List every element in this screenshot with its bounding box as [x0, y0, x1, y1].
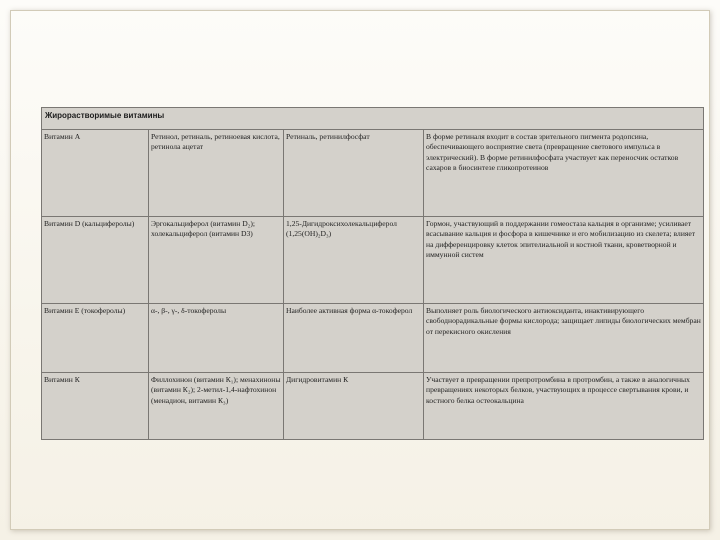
active-form-cell: 1,25-Дигидроксихолекальциферол (1,25(OH)₂D₃) [284, 217, 424, 304]
vitamins-table [41, 107, 704, 440]
table-title: Жирорастворимые витамины [42, 108, 704, 130]
function-cell: Гормон, участвующий в поддержании гомеостаза кальция в организме; усиливает всасывание кальция и фосфора в кишечнике и его мобилизацию из скелета; влияет на дифференцировку клеток эпителиальной и костной ткани, кроветворной и иммунной систем [424, 217, 704, 304]
active-form-cell: Наиболее активная форма α-токоферол [284, 304, 424, 373]
vitamin-forms-cell: α-, β-, γ-, δ-токоферолы [149, 304, 284, 373]
vitamin-name-cell: Витамин К [42, 373, 149, 440]
active-form-cell: Дигидровитамин К [284, 373, 424, 440]
vitamin-name-cell: Витамин А [42, 130, 149, 217]
table-row [42, 304, 704, 373]
vitamin-forms-cell: Ретинол, ретиналь, ретиноевая кислота, ретинола ацетат [149, 130, 284, 217]
vitamin-name-cell: Витамин Е (токоферолы) [42, 304, 149, 373]
function-cell: Участвует в превращении препротромбина в протромбин, а также в аналогичных превращениях некоторых белков, участвующих в процессе свертывания крови, и костного белка остеокальцина [424, 373, 704, 440]
function-cell: Выполняет роль биологического антиоксиданта, инактивирующего свободнорадикальные формы кислорода; защищает липиды биологических мембран от перекисного окисления [424, 304, 704, 373]
table-row [42, 373, 704, 440]
active-form-cell: Ретиналь, ретинилфосфат [284, 130, 424, 217]
vitamin-name-cell: Витамин D (кальциферолы) [42, 217, 149, 304]
table-row [42, 217, 704, 304]
function-cell: В форме ретиналя входит в состав зрительного пигмента родопсина, обеспечивающего восприятие света (превращение светового импульса в электрический). В форме ретинилфосфата участвует как переносчик остатков сахаров в биосинтезе гликопротеинов [424, 130, 704, 217]
vitamin-forms-cell: Эргокальциферол (витамин D₂); холекальциферол (витамин D3) [149, 217, 284, 304]
table-row [42, 130, 704, 217]
table-header-row [42, 108, 704, 130]
vitamin-forms-cell: Филлохинон (витамин К₁); менахиноны (витамин К₂); 2-метил-1,4-нафтохинон (менадион, витамин К₃) [149, 373, 284, 440]
